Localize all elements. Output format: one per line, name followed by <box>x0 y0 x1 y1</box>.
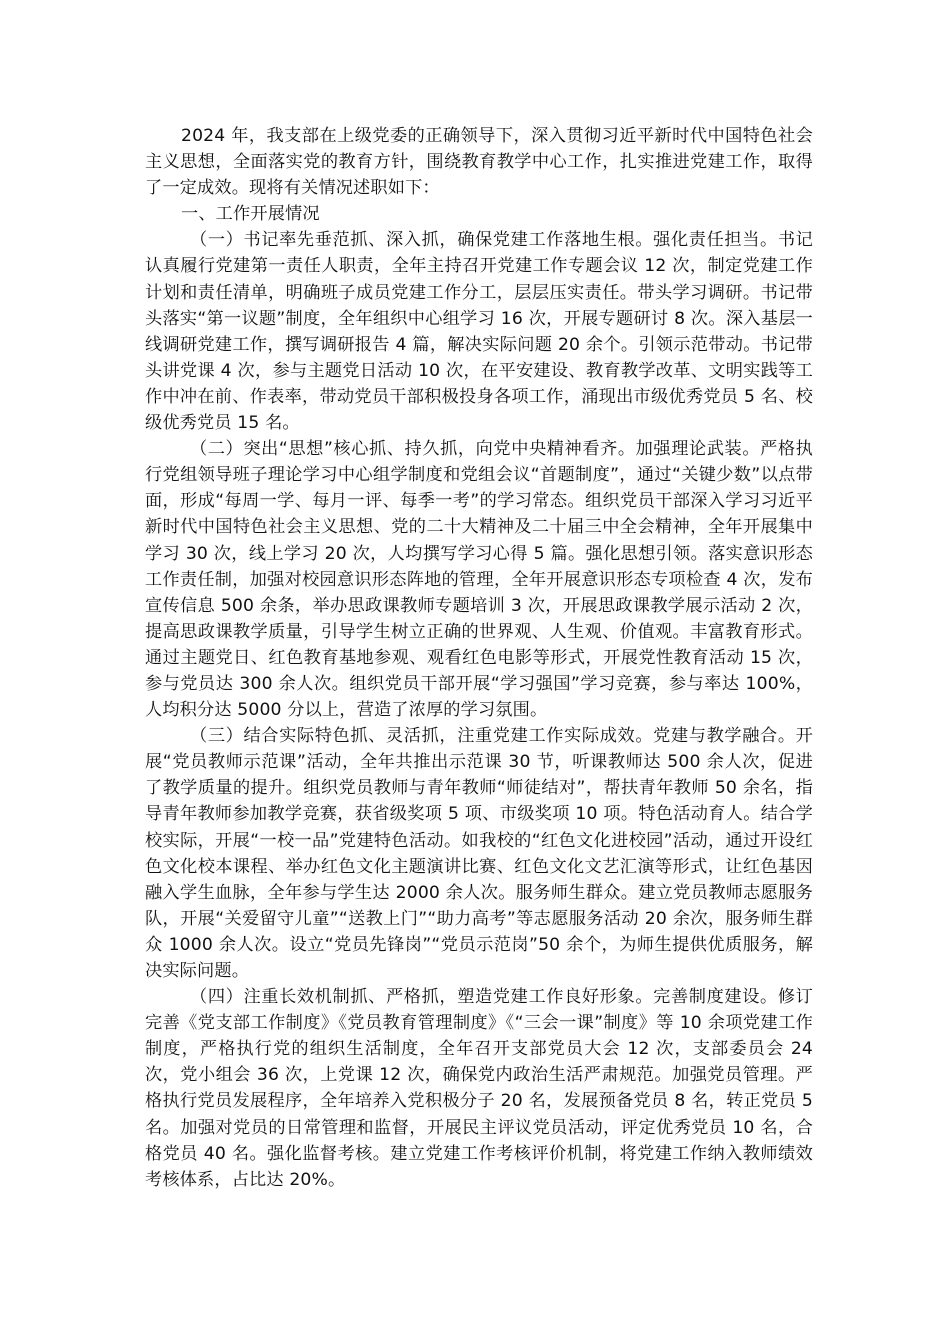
item-paragraph-1: （一）书记率先垂范抓、深入抓，确保党建工作落地生根。强化责任担当。书记认真履行党建第一责任人职责，全年主持召开党建工作专题会议 12 次，制定党建工作计划和责任清单，明确班子成员党建工作分工，层层压实责任。带头学习调研。书记带头落实“第一议题”制度，全年组织中心组学习 16 次，开展专题研讨 8 次。深入基层一线调研党建工作，撰写调研报告 4 篇，解决实际问题 20 余个。引领示范带动。书记带头讲党课 4 次，参与主题党日活动 10 次，在平安建设、教育教学改革、文明实践等工作中冲在前、作表率，带动党员干部积极投身各项工作，涌现出市级优秀党员 5 名、校级优秀党员 15 名。 <box>145 230 813 434</box>
item-paragraph-4: （四）注重长效机制抓、严格抓，塑造党建工作良好形象。完善制度建设。修订完善《党支部工作制度》《党员教育管理制度》《“三会一课”制度》等 10 余项党建工作制度，严格执行党的组织生活制度，全年召开支部党员大会 12 次，支部委员会 24 次，党小组会 36 次，上党课 12 次，确保党内政治生活严肃规范。加强党员管理。严格执行党员发展程序，全年培养入党积极分子 20 名，发展预备党员 8 名，转正党员 5 名。加强对党员的日常管理和监督，开展民主评议党员活动，评定优秀党员 10 名，合格党员 40 名。强化监督考核。建立党建工作考核评价机制，将党建工作纳入教师绩效考核体系，占比达 20%。 <box>145 987 813 1190</box>
item-paragraph-3: （三）结合实际特色抓、灵活抓，注重党建工作实际成效。党建与教学融合。开展“党员教师示范课”活动，全年共推出示范课 30 节，听课教师达 500 余人次，促进了教学质量的提升。组织党员教师与青年教师“师徒结对”，帮扶青年教师 50 余名，指导青年教师参加教学竞赛，获省级奖项 5 项、市级奖项 10 项。特色活动育人。结合学校实际，开展“一校一品”党建特色活动。如我校的“红色文化进校园”活动，通过开设红色文化校本课程、举办红色文化主题演讲比赛、红色文化文艺汇演等形式，让红色基因融入学生血脉，全年参与学生达 2000 余人次。服务师生群众。建立党员教师志愿服务队，开展“关爱留守儿童”“送教上门”“助力高考”等志愿服务活动 20 余次，服务师生群众 1000 余人次。设立“党员先锋岗”“党员示范岗”50 余个，为师生提供优质服务，解决实际问题。 <box>145 726 813 981</box>
section-heading: 一、工作开展情况 <box>181 204 320 225</box>
item-paragraph-2: （二）突出“思想”核心抓、持久抓，向党中央精神看齐。加强理论武装。严格执行党组领导班子理论学习中心组学制度和党组会议“首题制度”，通过“关键少数”以点带面，形成“每周一学、每月一评、每季一考”的学习常态。组织党员干部深入学习习近平新时代中国特色社会主义思想、党的二十大精神及二十届三中全会精神，全年开展集中学习 30 次，线上学习 20 次，人均撰写学习心得 5 篇。强化思想引领。落实意识形态工作责任制，加强对校园意识形态阵地的管理，全年开展意识形态专项检查 4 次，发布宣传信息 500 余条，举办思政课教师专题培训 3 次，开展思政课教学展示活动 2 次，提高思政课教学质量，引导学生树立正确的世界观、人生观、价值观。丰富教育形式。通过主题党日、红色教育基地参观、观看红色电影等形式，开展党性教育活动 15 次，参与党员达 300 余人次。组织党员干部开展“学习强国”学习竞赛，参与率达 100%，人均积分达 5000 分以上，营造了浓厚的学习氛围。 <box>145 439 813 721</box>
intro-paragraph: 2024 年，我支部在上级党委的正确领导下，深入贯彻习近平新时代中国特色社会主义思想，全面落实党的教育方针，围绕教育教学中心工作，扎实推进党建工作，取得了一定成效。现将有关情况述职如下： <box>145 126 813 199</box>
document-body <box>145 123 813 1193</box>
